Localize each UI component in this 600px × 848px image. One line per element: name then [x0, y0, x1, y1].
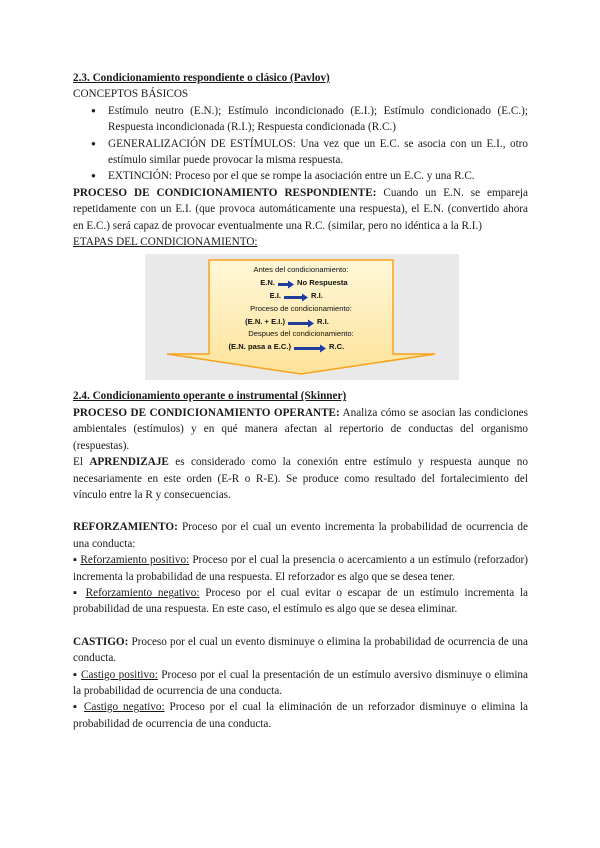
list-item: ● GENERALIZACIÓN DE ESTÍMULOS: Una vez que un E.C. se asocia con un E.I., otro estímulo similar puede provocar la misma respuesta.: [108, 136, 528, 169]
negative-punishment-text: Proceso por el cual la eliminación de un reforzador disminuye o elimina la probabilidad de ocurrencia de una conducta.: [73, 701, 528, 730]
diagram-row3-right: R.I.: [317, 317, 329, 327]
negative-reinforcement-label: Reforzamiento negativo:: [85, 586, 200, 599]
reinforcement-paragraph: [73, 519, 528, 552]
operant-process-paragraph: [73, 405, 528, 454]
list-item: ● EXTINCIÓN: Proceso por el que se rompe la asociación entre un E.C. y una R.C.: [108, 168, 528, 184]
reinforcement-label: REFORZAMIENTO:: [73, 521, 178, 534]
conditioning-diagram: [73, 254, 528, 380]
diagram-row2-right: R.I.: [311, 291, 323, 301]
operant-process-text: Analiza cómo se asocian las condiciones ambientales (estímulos) y en qué manera afectan al repertorio de conductas del organismo (respuestas).: [73, 406, 528, 452]
diagram-row4-right: R.C.: [329, 342, 345, 352]
list-item: ● Estímulo neutro (E.N.); Estímulo incondicionado (E.I.); Estímulo condicionado (E.C.); Respuesta incondicionada (R.I.); Respuesta condicionada (R.C.): [108, 103, 528, 136]
section-2-4-heading: 2.4. Condicionamiento operante o instrumental (Skinner): [73, 390, 347, 403]
positive-punishment-paragraph: [73, 667, 528, 700]
stages-label: ETAPAS DEL CONDICIONAMIENTO:: [73, 236, 258, 249]
respondent-process-text: Cuando un E.N. se empareja repetidamente con un E.I. (que provoca automáticamente una respuesta), el E.N. (convertido ahora en E.C.) será capaz de provocar eventualmente una R.C. (similar, pero no idéntica a la R.I.): [73, 186, 528, 232]
negative-reinforcement-paragraph: [73, 585, 528, 618]
section-2-3-heading: 2.3. Condicionamiento respondiente o clásico (Pavlov): [73, 72, 330, 84]
concepts-list: [73, 103, 528, 185]
learning-paragraph: [73, 454, 528, 503]
conditioning-arrow-figure: [145, 254, 459, 380]
learning-label: APRENDIZAJE: [89, 456, 169, 469]
positive-reinforcement-text: Proceso por el cual la presencia o acercamiento a un estímulo (reforzador) incrementa la probabilidad de una respuesta. El reforzador es algo que se desea tener.: [73, 554, 528, 583]
diagram-row2-left: E.I.: [269, 291, 281, 301]
positive-punishment-label: Castigo positivo:: [81, 668, 158, 681]
positive-punishment-text: Proceso por el cual la presentación de un estímulo aversivo disminuye o elimina la probabilidad de ocurrencia de una conducta.: [73, 668, 528, 697]
punishment-text: Proceso por el cual un evento disminuye o elimina la probabilidad de ocurrencia de una conducta.: [73, 635, 528, 665]
punishment-label: CASTIGO:: [73, 635, 129, 648]
document-page: [73, 70, 528, 732]
negative-reinforcement-text: Proceso por el cual evitar o escapar de un estímulo incrementa la probabilidad de una respuesta. En este caso, el estímulo es algo que se desea eliminar.: [73, 586, 528, 616]
negative-punishment-label: Castigo negativo:: [83, 701, 165, 714]
concepts-label: CONCEPTOS BÁSICOS: [73, 88, 189, 101]
reinforcement-text: Proceso por el cual un evento incrementa la probabilidad de ocurrencia de una conducta:: [73, 521, 528, 550]
diagram-after-title: Despues del condicionamiento:: [248, 329, 354, 339]
bullet-mark: ▪: [73, 586, 86, 599]
bullet-mark: ▪: [73, 668, 82, 681]
positive-reinforcement-label: Reforzamiento positivo:: [80, 554, 190, 567]
bullet-mark: ▪: [73, 554, 81, 567]
learning-prefix: El: [73, 456, 90, 469]
punishment-paragraph: [73, 634, 528, 667]
diagram-row1-right: No Respuesta: [297, 278, 348, 288]
positive-reinforcement-paragraph: [73, 552, 528, 585]
diagram-row3-left: (E.N. + E.I.): [245, 317, 285, 327]
diagram-row4-left: (E.N. pasa a E.C.): [228, 342, 291, 352]
bullet-mark: ▪: [73, 701, 84, 714]
negative-punishment-paragraph: [73, 699, 528, 732]
diagram-before-title: Antes del condicionamiento:: [253, 265, 349, 275]
learning-text: es considerado como la conexión entre estímulo y respuesta aunque no necesariamente en este orden (E-R o R-E). Se produce como resultado del fortalecimiento del vínculo entre la R y consecuencias.: [73, 456, 528, 501]
diagram-during-title: Proceso de condicionamiento:: [250, 304, 352, 314]
operant-process-label: PROCESO DE CONDICIONAMIENTO OPERANTE:: [73, 406, 340, 419]
respondent-process-label: PROCESO DE CONDICIONAMIENTO RESPONDIENTE:: [73, 186, 377, 199]
respondent-process-paragraph: [73, 185, 528, 234]
diagram-row1-left: E.N.: [260, 278, 275, 288]
